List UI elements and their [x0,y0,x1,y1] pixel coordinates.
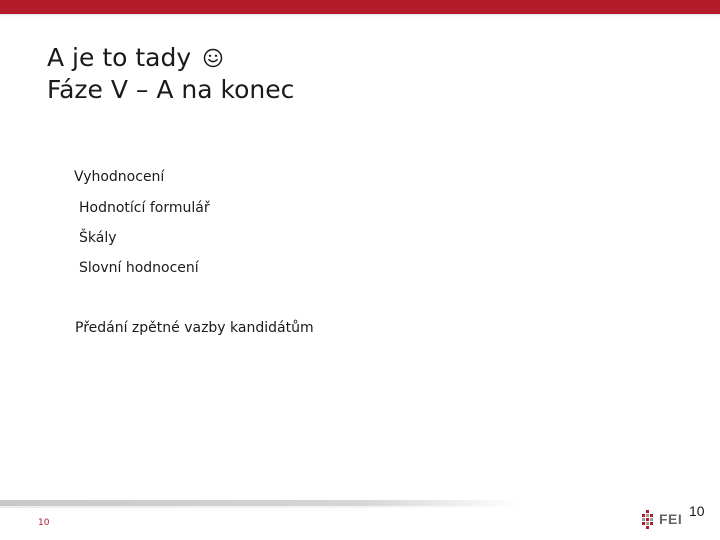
top-bar-shadow [0,14,720,17]
closing-text: Předání zpětné vazby kandidátům [75,320,314,336]
heading-vyhodnoceni: Vyhodnocení [74,169,165,185]
smiley-face-icon [203,48,223,68]
footer-divider-highlight [0,506,520,508]
page-number: 10 [689,503,705,519]
top-accent-bar [0,0,720,14]
title-line-1 [47,42,294,74]
fei-logo-text: FEI [659,511,683,527]
footer-small-page-number: 10 [38,518,50,528]
title-line-1-text: A je to tady [47,43,192,72]
list-item-slovni-hodnoceni: Slovní hodnocení [79,260,199,276]
list-item-hodnotici-formular: Hodnotící formulář [79,200,210,216]
list-item-skaly: Škály [79,230,117,246]
slide-title [47,42,294,106]
title-line-2: Fáze V – A na konec [47,75,295,104]
